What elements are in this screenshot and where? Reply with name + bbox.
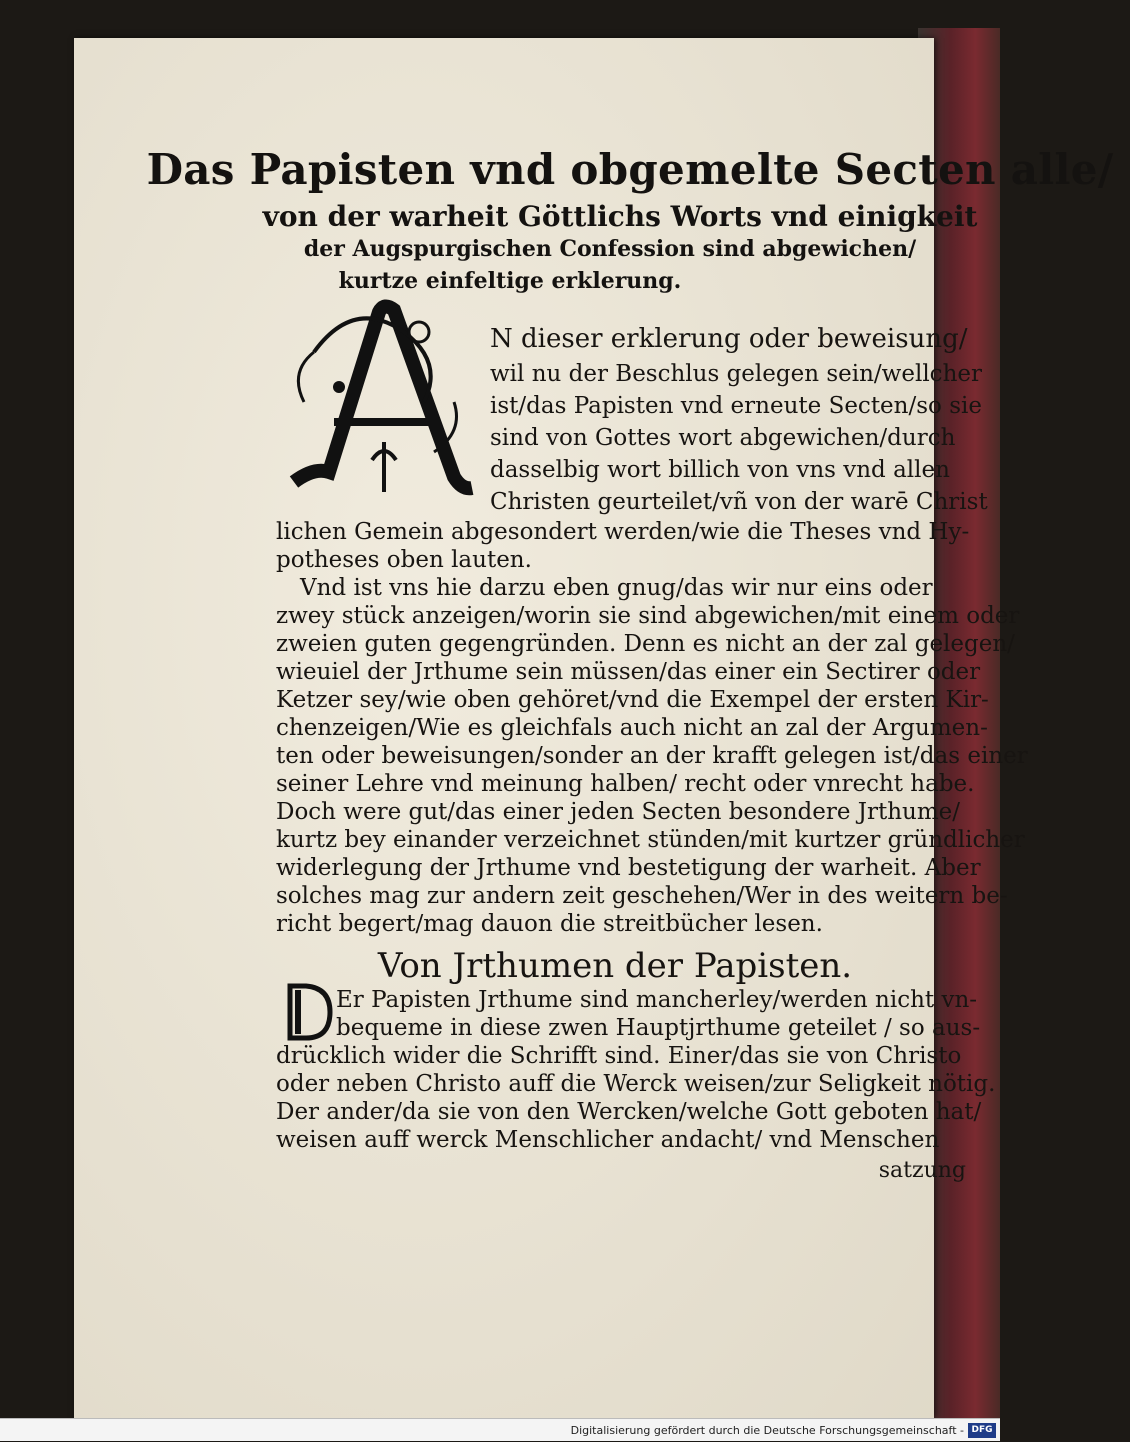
dfg-logo[interactable]: DFG	[968, 1423, 996, 1438]
text-line: bequeme in diese zwen Hauptjrthume geteilet / so aus-	[336, 1015, 981, 1041]
text-line: potheses oben lauten.	[276, 547, 532, 573]
text-line: weisen auff werck Menschlicher andacht/ vnd Menschen	[276, 1127, 940, 1153]
headline-line-1: Das Papisten vnd obgemelte Secten alle/	[146, 145, 1114, 194]
text-line: sind von Gottes wort abgewichen/durch	[490, 425, 956, 451]
headline-line-3: der Augspurgischen Confession sind abgewichen/	[303, 236, 917, 262]
headline-line-4: kurtze einfeltige erklerung.	[338, 268, 682, 294]
text-line: Er Papisten Jrthume sind mancherley/werden nicht vn-	[336, 987, 978, 1013]
catchword: satzung	[878, 1158, 966, 1183]
text-line: seiner Lehre vnd meinung halben/ recht oder vnrecht habe.	[276, 771, 975, 797]
section-title: Von Jrthumen der Papisten.	[377, 946, 853, 986]
text-line: kurtz bey einander verzeichnet stünden/mit kurtzer gründlicher	[276, 827, 1025, 853]
text-line: zweien guten gegengründen. Denn es nicht an der zal gelegen/	[276, 631, 1015, 657]
text-line: ten oder beweisungen/sonder an der krafft gelegen ist/das einer	[276, 743, 1028, 769]
text-line: solches mag zur andern zeit geschehen/Wer in des weitern be-	[276, 883, 1008, 909]
decorated-initial-a	[284, 292, 474, 502]
text-line: ist/das Papisten vnd erneute Secten/so sie	[490, 393, 982, 419]
text-line: drücklich wider die Schrifft sind. Einer/das sie von Christo	[276, 1043, 962, 1069]
headline-line-2: von der warheit Göttlichs Worts vnd einigkeit	[262, 200, 978, 233]
text-line: N dieser erklerung oder beweisung/	[490, 324, 968, 354]
text-line: Christen geurteilet/vñ von der warē Christ	[490, 489, 988, 515]
text-line: chenzeigen/Wie es gleichfals auch nicht an zal der Argumen-	[276, 715, 988, 741]
text-line: wil nu der Beschlus gelegen sein/wellcher	[490, 361, 982, 387]
footer-bar	[0, 1418, 1000, 1441]
text-line: widerlegung der Jrthume vnd bestetigung der warheit. Aber	[276, 855, 981, 881]
text-line: Ketzer sey/wie oben gehöret/vnd die Exempel der ersten Kir-	[276, 687, 989, 713]
footer-credit: Digitalisierung gefördert durch die Deutsche Forschungsgemeinschaft -	[570, 1424, 964, 1437]
text-line: wieuiel der Jrthume sein müssen/das einer ein Sectirer oder	[276, 659, 981, 685]
text-line: oder neben Christo auff die Werck weisen/zur Seligkeit nötig.	[276, 1071, 996, 1097]
text-line: Der ander/da sie von den Wercken/welche Gott geboten hat/	[276, 1099, 982, 1125]
text-line: richt begert/mag dauon die streitbücher lesen.	[276, 911, 823, 937]
text-line: lichen Gemein abgesondert werden/wie die Theses vnd Hy-	[276, 519, 970, 545]
decorated-initial-d	[282, 982, 334, 1042]
text-line: zwey stück anzeigen/worin sie sind abgewichen/mit einem oder	[276, 603, 1020, 629]
text-line: dasselbig wort billich von vns vnd allen	[490, 457, 950, 483]
text-line: Doch were gut/das einer jeden Secten besondere Jrthume/	[276, 799, 961, 825]
text-line: Vnd ist vns hie darzu eben gnug/das wir nur eins oder	[300, 575, 933, 601]
